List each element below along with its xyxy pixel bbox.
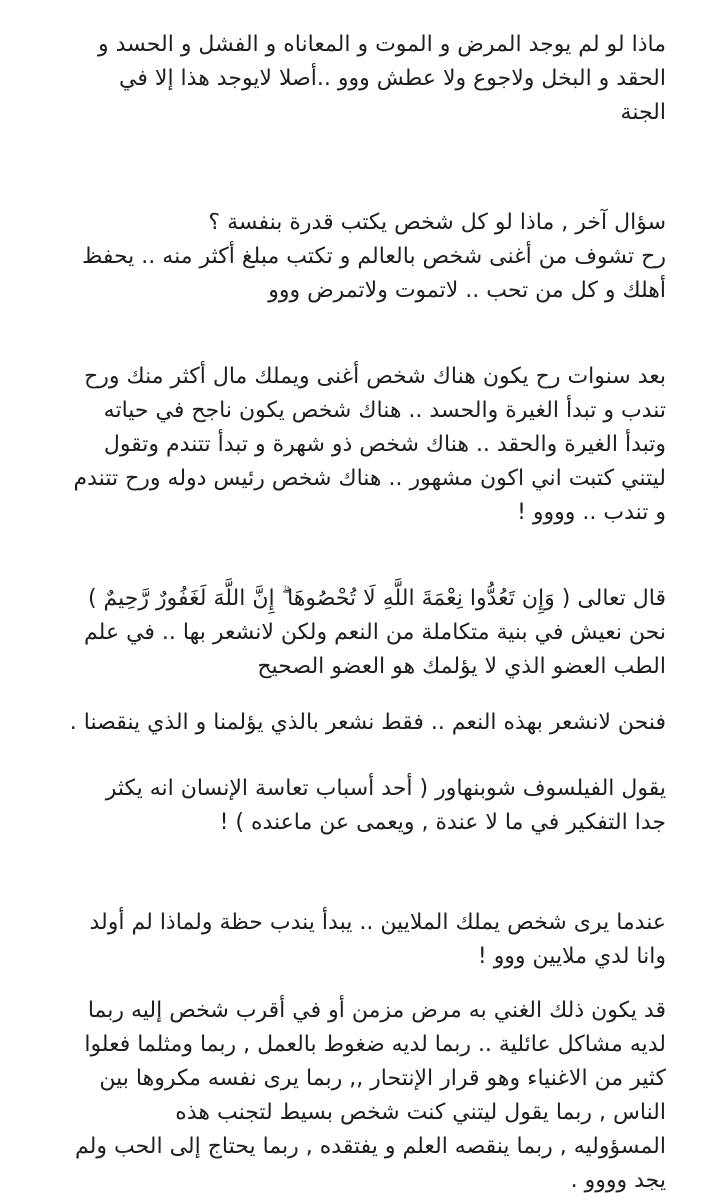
paragraph-2: سؤال آخر , ماذا لو كل شخص يكتب قدرة بنفسة ؟ رح تشوف من أغنى شخص بالعالم و تكتب مبلغ أكثر منه .. يحفظ أهلك و كل من تحب .. لاتموت ولاتمرض ووو — [81, 210, 666, 303]
paragraph-5: فنحن لانشعر بهذه النعم .. فقط نشعر بالذي يؤلمنا و الذي ينقصنا . — [69, 710, 666, 735]
paragraph-4-quran-verse: قال تعالى ( وَإِن تَعُدُّوا نِعْمَةَ اللَّهِ لَا تُحْصُوهَا ۗ إِنَّ اللَّهَ لَغَفُورٌ رَّحِيمٌ ) نحن نعيش في بنية متكاملة من النعم ولكن لانشعر بها .. في علم الطب العضو الذي لا يؤلمك هو العضو الصحيح — [84, 586, 666, 679]
paragraph-8: قد يكون ذلك الغني به مرض مزمن أو في أقرب شخص إليه ربما لديه مشاكل عائلية .. ربما لديه ضغوط بالعمل , ربما ومثلما فعلوا كثير من الاغنياء وهو قرار الإنتحار ,, ربما يرى نفسه مكروها بين الناس , ربما يقول ليتني كنت شخص بسيط لتجنب هذه المسؤوليه , ربما ينقصه العلم و يفتقده , ربما يحتاج إلى الحب ولم يجد وووو . — [75, 998, 666, 1193]
paragraph-1: ماذا لو لم يوجد المرض و الموت و المعاناه و الفشل و الحسد و الحقد و البخل ولاجوع ولا عطش ووو ..أصلا لايوجد هذا إلا في الجنة — [98, 32, 666, 125]
paragraph-3: بعد سنوات رح يكون هناك شخص أغنى ويملك مال أكثر منك ورح تندب و تبدأ الغيرة والحسد .. هناك شخص يكون ناجح في حياته وتبدأ الغيرة والحقد .. هناك شخص ذو شهرة و تبدأ تتندم وتقول ليتني كتبت اني اكون مشهور .. هناك شخص رئيس دوله ورح تتندم و تندب .. وووو ! — [73, 364, 666, 525]
paragraph-7: عندما يرى شخص يملك الملايين .. يبدأ يندب حظة ولماذا لم أولد وانا لدي ملايين ووو ! — [89, 910, 666, 969]
paragraph-6-quote: يقول الفيلسوف شوبنهاور ( أحد أسباب تعاسة الإنسان انه يكثر جدا التفكير في ما لا عندة , ويعمى عن ماعنده ) ! — [105, 776, 666, 835]
